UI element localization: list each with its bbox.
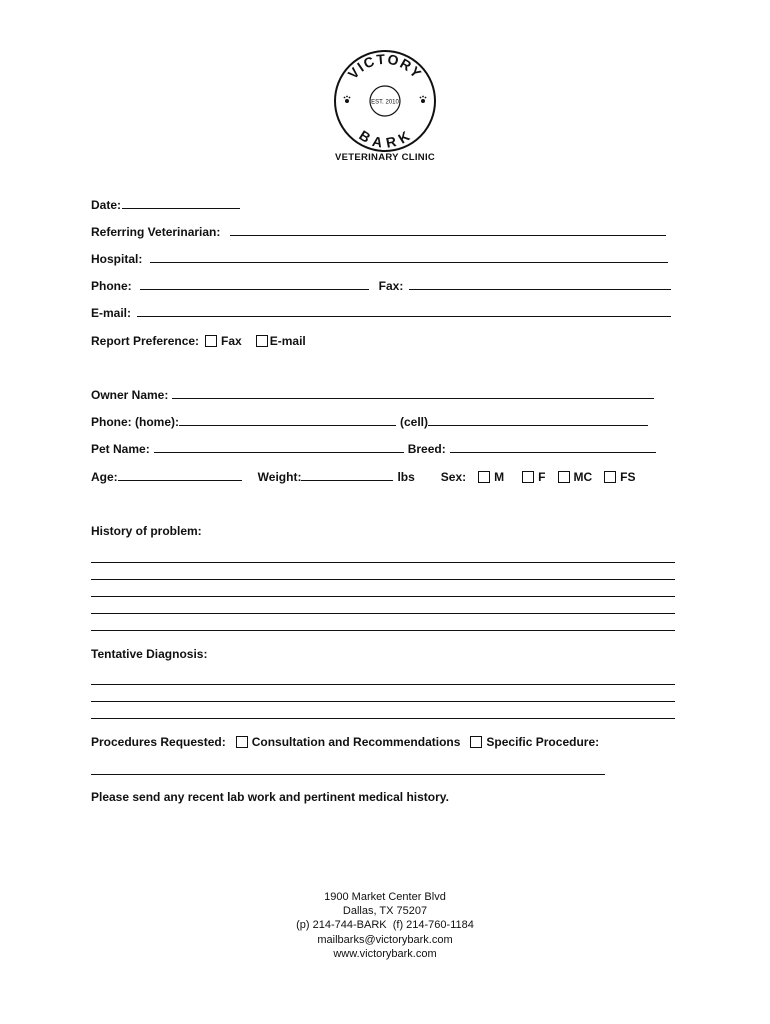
date-row: [91, 198, 243, 212]
diagnosis-label: Tentative Diagnosis:: [91, 647, 208, 661]
cell-field[interactable]: [428, 415, 648, 426]
owner-row: [91, 388, 657, 402]
phone-label: Phone:: [91, 279, 132, 293]
age-field[interactable]: [118, 470, 242, 481]
procedures-label: Procedures Requested:: [91, 735, 226, 749]
svg-text:VICTORY: [345, 51, 426, 82]
phone-field[interactable]: [140, 279, 369, 290]
age-label: Age:: [91, 470, 118, 484]
history-line[interactable]: [91, 630, 675, 631]
report-pref-row: [91, 334, 306, 348]
ref-vet-field[interactable]: [230, 225, 666, 236]
paw-right-icon: [420, 96, 427, 103]
hospital-label: Hospital:: [91, 252, 143, 266]
sex-m-label: M: [494, 470, 505, 484]
footer-city: Dallas, TX 75207: [342, 905, 428, 918]
cell-label: (cell): [400, 415, 429, 429]
diagnosis-line[interactable]: [91, 684, 675, 685]
clinic-tagline: VETERINARY CLINIC: [334, 152, 436, 163]
report-email-checkbox[interactable]: [256, 335, 268, 347]
procedures-row: [91, 735, 599, 749]
email-row: [91, 306, 674, 320]
logo-bottom-text: BARK: [356, 126, 414, 151]
victory-bark-logo: [330, 46, 440, 156]
report-fax-label: Fax: [221, 334, 242, 348]
history-label: History of problem:: [91, 524, 202, 538]
phone-home-field[interactable]: [179, 415, 396, 426]
history-line[interactable]: [91, 562, 675, 563]
footer-address: 1900 Market Center Blvd: [324, 891, 446, 903]
hospital-field[interactable]: [150, 252, 668, 263]
ref-vet-row: [91, 225, 669, 239]
procedure-line[interactable]: [91, 774, 605, 775]
diagnosis-line[interactable]: [91, 718, 675, 719]
date-field[interactable]: [122, 198, 240, 209]
footer-phones: (p) 214-744-BARK (f) 214-760-1184: [296, 919, 474, 932]
paw-left-icon: [344, 96, 351, 103]
report-fax-checkbox[interactable]: [205, 335, 217, 347]
email-label: E-mail:: [91, 306, 132, 320]
specific-procedure-checkbox[interactable]: [470, 736, 482, 748]
pet-name-field[interactable]: [154, 442, 404, 453]
sex-fs-checkbox[interactable]: [604, 471, 616, 483]
pet-name-label: Pet Name:: [91, 442, 150, 456]
date-label: Date:: [91, 198, 122, 212]
footer: [0, 890, 770, 961]
owner-label: Owner Name:: [91, 388, 169, 402]
hospital-row: [91, 252, 671, 266]
sex-f-label: F: [538, 470, 546, 484]
phone-home-label: Phone: (home):: [91, 415, 179, 429]
sex-m-checkbox[interactable]: [478, 471, 490, 483]
logo-est-text: EST. 2010: [371, 99, 399, 106]
logo-top-text: VICTORY: [344, 50, 426, 82]
history-line[interactable]: [91, 596, 675, 597]
breed-field[interactable]: [450, 442, 656, 453]
fax-label: Fax:: [378, 279, 404, 293]
history-line[interactable]: [91, 613, 675, 614]
lab-work-note: Please send any recent lab work and pertinent medical history.: [91, 790, 449, 804]
sex-mc-label: MC: [573, 470, 593, 484]
fax-field[interactable]: [409, 279, 671, 290]
sex-fs-label: FS: [620, 470, 636, 484]
report-pref-label: Report Preference:: [91, 334, 200, 348]
sex-f-checkbox[interactable]: [522, 471, 534, 483]
email-field[interactable]: [137, 306, 671, 317]
weight-label: Weight:: [257, 470, 302, 484]
sex-mc-checkbox[interactable]: [558, 471, 570, 483]
age-weight-sex-row: [91, 470, 636, 484]
report-email-label: E-mail: [269, 334, 306, 348]
breed-label: Breed:: [407, 442, 446, 456]
phone-home-row: [91, 415, 651, 429]
history-line[interactable]: [91, 579, 675, 580]
phone-fax-row: [91, 279, 674, 293]
footer-email: mailbarks@victorybark.com: [317, 933, 453, 946]
lbs-label: lbs: [397, 470, 415, 484]
consult-checkbox[interactable]: [236, 736, 248, 748]
footer-web: www.victorybark.com: [333, 947, 437, 960]
diagnosis-line[interactable]: [91, 701, 675, 702]
weight-field[interactable]: [301, 470, 393, 481]
ref-vet-label: Referring Veterinarian:: [91, 225, 221, 239]
consult-label: Consultation and Recommendations: [251, 735, 461, 749]
pet-row: [91, 442, 659, 456]
owner-field[interactable]: [172, 388, 654, 399]
sex-label: Sex:: [440, 470, 467, 484]
specific-procedure-label: Specific Procedure:: [486, 735, 600, 749]
